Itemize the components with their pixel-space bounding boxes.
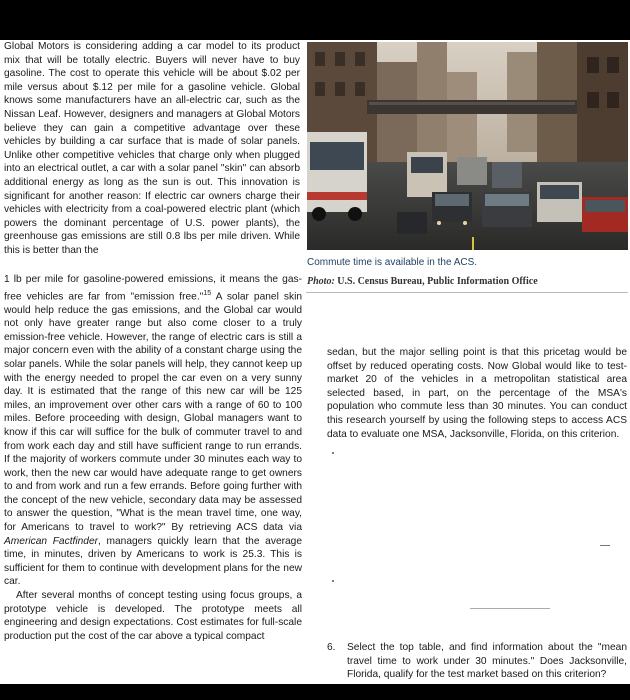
question-6 (327, 641, 627, 682)
scan-dot (332, 452, 334, 454)
question-text: Select the top table, and find information about the "mean travel time to work under 30 minutes." Does Jacksonville, Florida, qualify for the test market based on this criterion? (347, 642, 627, 681)
scan-mark (470, 608, 550, 609)
paragraph-emissions (4, 273, 302, 589)
photo-credit (307, 276, 627, 288)
footnote-ref: 15 (203, 289, 212, 297)
left-column-top (4, 40, 300, 272)
paragraph-test-market: sedan, but the major selling point is that this pricetag would be offset by reduced operating costs. Now Global would like to test-market 20 of the vehicles in a metropolitan statistical area selected based, in part, on the percentage of the MSA's population who commute less than 30 minutes. You can conduct this research yourself by using the following steps to access ACS data to evaluate one MSA, Jacksonville, Florida, on this criterion. (327, 347, 627, 440)
left-column-bottom (4, 273, 302, 684)
photo-credit-text: U.S. Census Bureau, Public Information Office (334, 276, 538, 287)
photo-credit-label: Photo: (307, 276, 335, 287)
bottom-black-bar (0, 684, 630, 700)
paragraph-intro: Global Motors is considering adding a car model to its product mix that will be totally electric. Buyers will never have to buy gasoline. The cost to operate this vehicle will be about $.02 per mile versus about $.12 per mile for a gasoline vehicle. Global knows some manufacturers have an all-electric car, such as the Nissan Leaf. However, designers and managers at Global Motors believe they can gain a competitive advantage over these vehicles by building a car surface that is made of solar panels. Unlike other competitive vehicles that charge only when plugged into an electrical outlet, a car with a solar panel "skin" can absorb additional energy as long as the sun is out. This innovation is significant for another reason: If electric car owners charge their vehicles with electricity from a coal-powered electric plant (which powers the dominant percentage of U.S. power plants), the greenhouse gas emissions are still 0.8 lbs per mile driven. While this is better than the (4, 41, 300, 256)
paragraph-prototype: After several months of concept testing using focus groups, a prototype vehicle is developed. The prototype meets all engineering and design expectations. Cost estimates for full-scale production put the cost of the car above a typical compact (4, 590, 302, 642)
city-traffic-image (307, 42, 628, 250)
american-factfinder-text: American Factfinder (4, 535, 99, 547)
traffic-photo (307, 42, 628, 250)
right-column-text (327, 346, 627, 446)
photo-caption: Commute time is available in the ACS. (307, 257, 478, 268)
scan-dot (332, 580, 334, 582)
emissions-text-a: 1 lb per mile for gasoline-powered emissions, it means the gas-free vehicles are far from "emission free." (4, 274, 302, 302)
caption-divider (306, 292, 628, 293)
emissions-text-b: A solar panel skin would help reduce the gas emissions, and the Global car would not only have greater range but also come closer to a truly emission-free vehicle. However, the range of electric cars is still a major concern even with the ability of a constant charge using the solar panels. While the solar panels will help, they cannot keep up with the energy needed to propel the car even on a very sunny day. It is estimated that the range of this new car will be 125 miles, an improvement over other cars with a range of 60 to 100 miles. Before proceeding with design, Global managers want to know if this car will suffice for the bulk of commuter travel to and from work each day and still have sufficient range to run errands. If the majority of workers commute under 30 minutes each way to work, then the new car would have adequate range to get owners to and from work and run a few errands. Before going further with the concept of the new vehicle, secondary data may be assessed to answer the question, "What is the mean travel time, one way, for Americans to travel to work?" By retrieving ACS data via (4, 290, 302, 534)
question-number: 6. (327, 642, 336, 653)
textbook-page (0, 40, 630, 684)
scan-mark (600, 545, 610, 546)
emissions-text-c: , managers quickly learn that the average time, in minutes, driven by Americans to work is 25.3. This is sufficient for them to continue with development plans for the new car. (4, 535, 302, 588)
top-black-bar (0, 0, 630, 40)
